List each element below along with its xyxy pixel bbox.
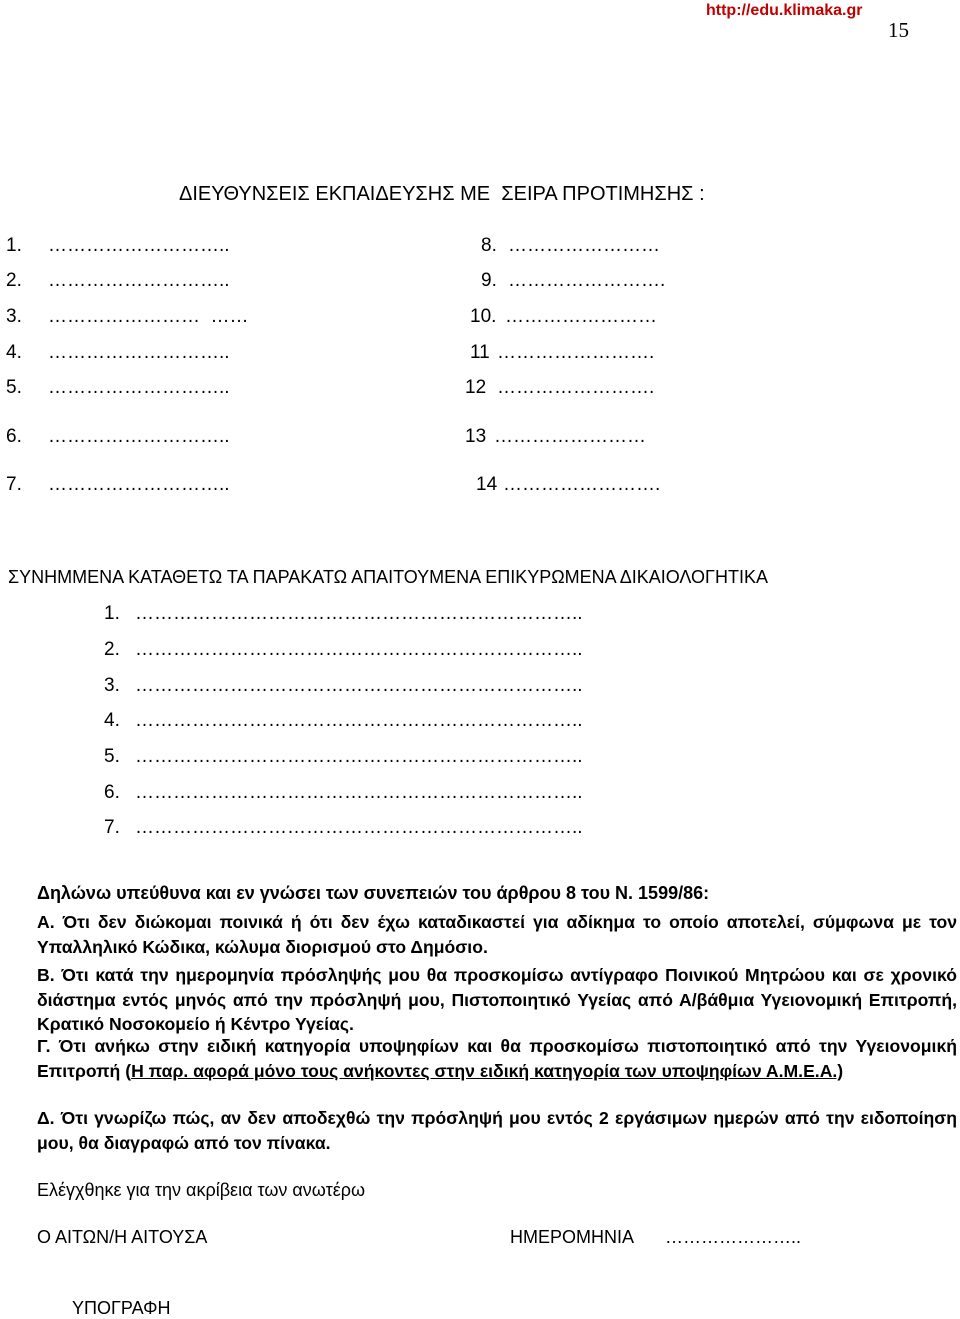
list-number: 2. [6, 270, 22, 291]
declaration-clause-b: Β. Ότι κατά την ημερομηνία πρόσληψής μου θα προσκομίσω αντίγραφο Ποινικού Μητρώου και σε χρονικό διάστημα εντός μηνός από την πρόσληψή μου, Πιστοποιητικό Υγείας από Α/βάθμια Υγειονομική Επιτροπή, Κρατικό Νοσοκομείο ή Κέντρο Υγείας. [37, 965, 957, 1034]
fill-in-line: ……………………….. [48, 377, 230, 398]
fill-in-line: …………………………………………………………….. [135, 675, 583, 696]
fill-in-line: …………………………………………………………….. [135, 782, 583, 803]
fill-in-line: ……………………. [503, 474, 661, 495]
clause-c-text: Γ. Ότι ανήκω στην ειδική κατηγορία υποψηφίων και θα προσκομίσω πιστοποιητικό από την Υγειονομική Επιτροπή ( [37, 1036, 957, 1081]
declaration-title: Δηλώνω υπεύθυνα και εν γνώσει των συνεπειών του άρθρου 8 του Ν. 1599/86: [37, 883, 710, 903]
list-number: 14 [476, 474, 498, 495]
site-url[interactable]: http://edu.klimaka.gr [706, 2, 863, 19]
list-number: 7. [104, 817, 120, 838]
list-number: 4. [6, 342, 22, 363]
list-number: 12 [465, 377, 487, 398]
fill-in-line: …………………………………………………………….. [135, 746, 583, 767]
date-label: ΗΜΕΡΟΜΗΝΙΑ [510, 1227, 635, 1247]
fill-in-line: …………………… …… [48, 306, 249, 327]
documents-heading: ΣΥΝΗΜΜΕΝΑ ΚΑΤΑΘΕΤΩ ΤΑ ΠΑΡΑΚΑΤΩ ΑΠΑΙΤΟΥΜΕΝΑ ΕΠΙΚΥΡΩΜΕΝΑ ΔΙΚΑΙΟΛΟΓΗΤΙΚΑ [8, 567, 768, 587]
declaration-clause-c [37, 1034, 957, 1083]
directorates-heading: ΔΙΕΥΘΥΝΣΕΙΣ ΕΚΠΑΙΔΕΥΣΗΣ ΜΕ ΣΕΙΡΑ ΠΡΟΤΙΜΗΣΗΣ : [179, 183, 705, 205]
date-field[interactable]: ………………….. [665, 1227, 802, 1247]
page-number: 15 [888, 18, 909, 42]
fill-in-line: …………………… [508, 235, 660, 256]
list-number: 10. [470, 306, 497, 327]
fill-in-line: ……………………….. [48, 426, 230, 447]
list-number: 1. [104, 603, 120, 624]
list-number: 6. [6, 426, 22, 447]
list-number: 8. [481, 235, 497, 256]
fill-in-line: …………………… [505, 306, 657, 327]
fill-in-line: ……………………….. [48, 235, 230, 256]
declaration-clause-a: Α. Ότι δεν διώκομαι ποινικά ή ότι δεν έχω καταδικαστεί για αδίκημα το οποίο αποτελεί, σύμφωνα με τον Υπαλληλικό Κώδικα, κώλυμα διορισμού στο Δημόσιο. [37, 912, 957, 957]
verification-note: Ελέγχθηκε για την ακρίβεια των ανωτέρω [37, 1180, 366, 1200]
fill-in-line: ……………………….. [48, 342, 230, 363]
list-number: 3. [6, 306, 22, 327]
fill-in-line: …………………………………………………………….. [135, 817, 583, 838]
list-number: 9. [481, 270, 497, 291]
list-number: 13 [465, 426, 487, 447]
fill-in-line: …………………………………………………………….. [135, 710, 583, 731]
fill-in-line: ……………………….. [48, 474, 230, 495]
list-number: 6. [104, 782, 120, 803]
fill-in-line: ……………………. [497, 377, 655, 398]
fill-in-line: …………………………………………………………….. [135, 639, 583, 660]
list-number: 1. [6, 235, 22, 256]
declaration-clause-d: Δ. Ότι γνωρίζω πώς, αν δεν αποδεχθώ την πρόσληψή μου εντός 2 εργάσιμων ημερών από την ειδοποίηση μου, θα διαγραφώ από τον πίνακα. [37, 1108, 957, 1153]
list-number: 3. [104, 675, 120, 696]
list-number: 7. [6, 474, 22, 495]
list-number: 11 [470, 342, 490, 363]
signature-label: ΥΠΟΓΡΑΦΗ [72, 1298, 171, 1318]
fill-in-line: …………………………………………………………….. [135, 603, 583, 624]
fill-in-line: …………………… [494, 426, 646, 447]
list-number: 5. [6, 377, 22, 398]
clause-c-note: Η παρ. αφορά μόνο τους ανήκοντες στην ειδική κατηγορία των υποψηφίων Α.Μ.Ε.Α.) [131, 1060, 844, 1081]
list-number: 5. [104, 746, 120, 767]
list-number: 2. [104, 639, 120, 660]
fill-in-line: ……………………. [508, 270, 666, 291]
applicant-label: Ο ΑΙΤΩΝ/Η ΑΙΤΟΥΣΑ [37, 1227, 208, 1247]
list-number: 4. [104, 710, 120, 731]
fill-in-line: ……………………. [497, 342, 655, 363]
fill-in-line: ……………………….. [48, 270, 230, 291]
